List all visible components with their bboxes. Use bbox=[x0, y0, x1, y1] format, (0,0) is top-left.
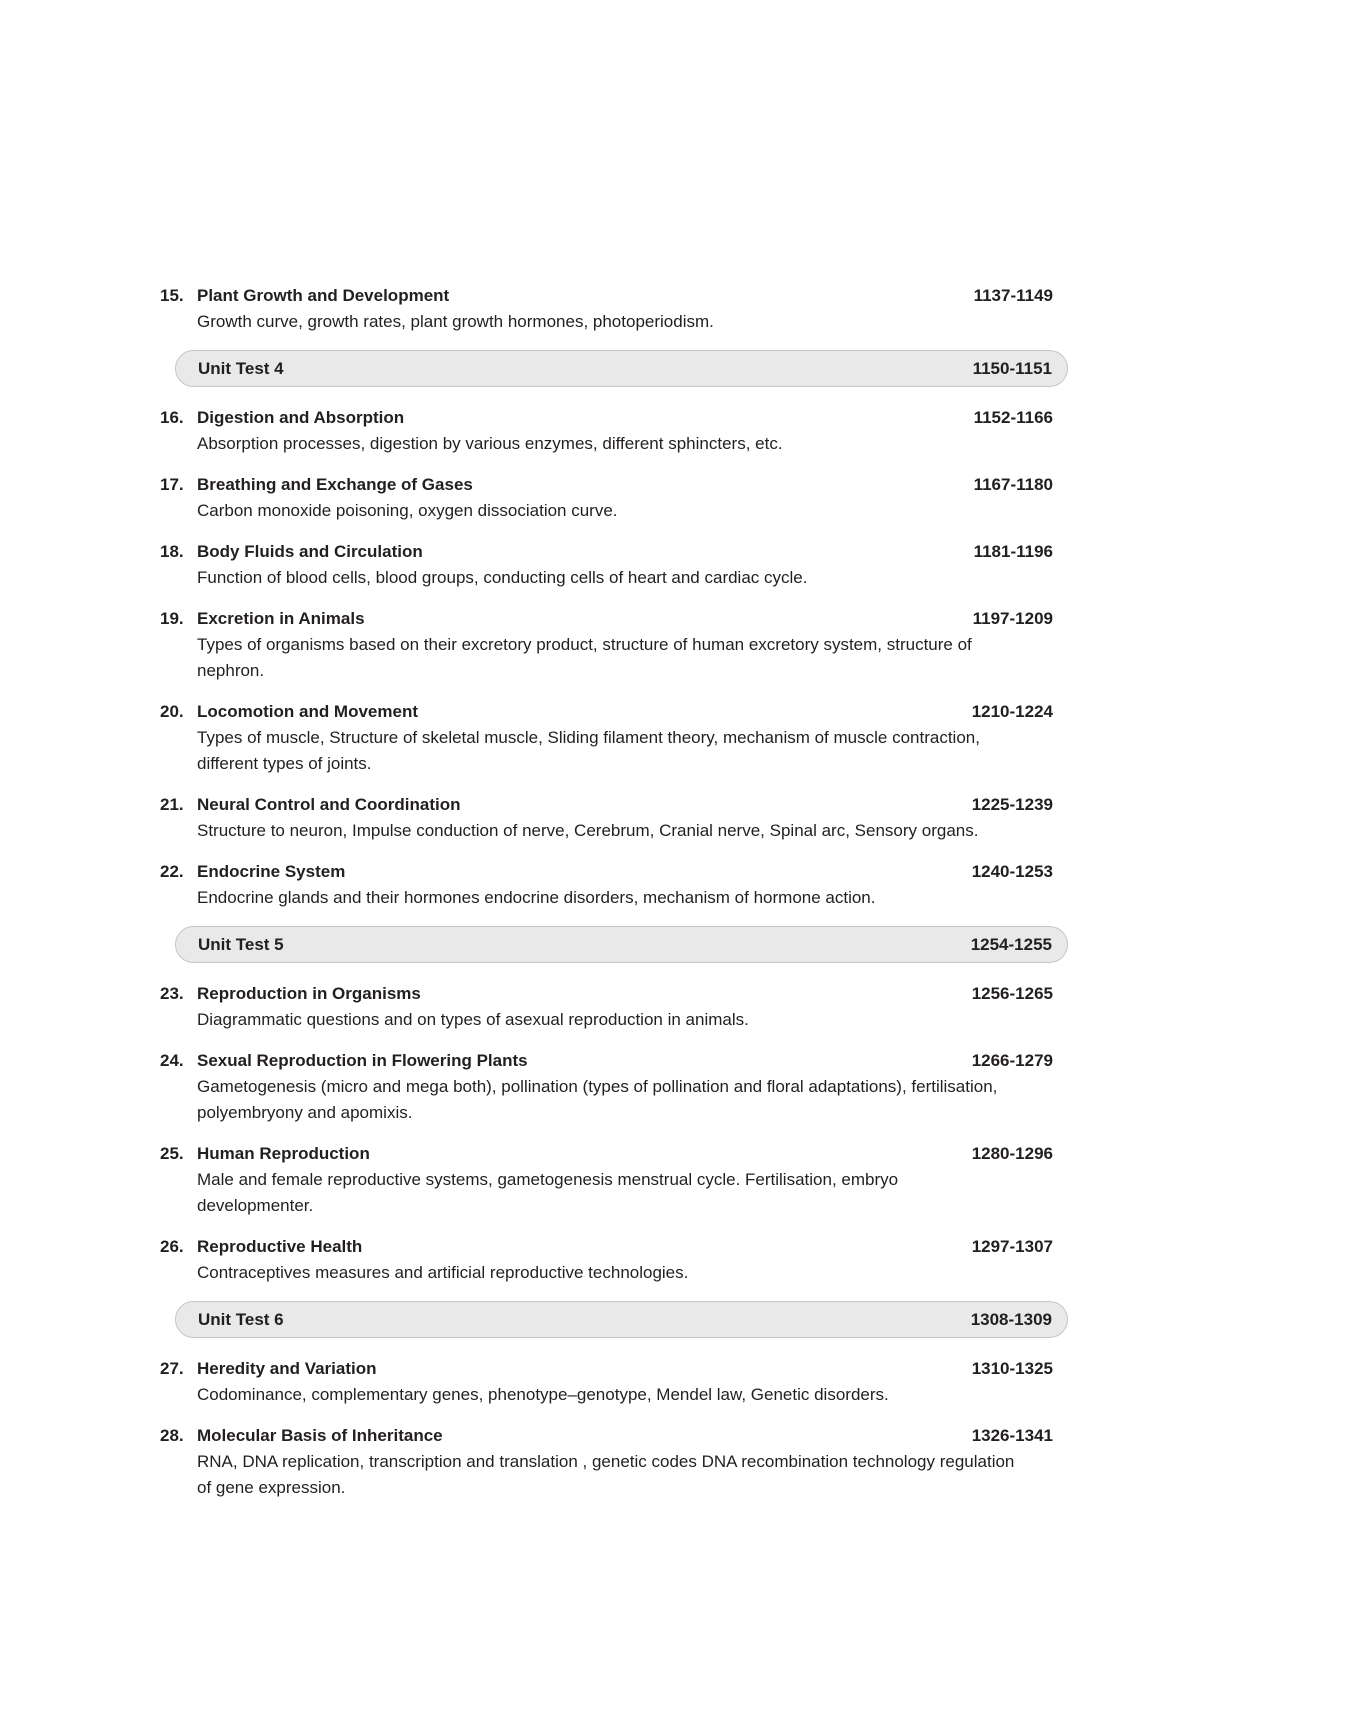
chapter-description: Carbon monoxide poisoning, oxygen dissociation curve. bbox=[197, 501, 618, 520]
toc-entry bbox=[160, 792, 1068, 844]
toc-entry bbox=[160, 859, 1068, 911]
toc-entry bbox=[160, 283, 1068, 335]
chapter-title-line bbox=[197, 472, 1053, 497]
chapter-title-line bbox=[197, 405, 1053, 430]
chapter-title-line bbox=[197, 699, 1053, 724]
chapter-title-line bbox=[197, 1234, 1053, 1259]
chapter-title: Neural Control and Coordination bbox=[197, 795, 461, 814]
chapter-number: 28. bbox=[160, 1426, 184, 1445]
chapter-content bbox=[197, 859, 1053, 911]
chapter-number: 20. bbox=[160, 702, 184, 721]
chapter-number: 25. bbox=[160, 1144, 184, 1163]
chapter-pages: 1256-1265 bbox=[971, 984, 1053, 1003]
toc-entry bbox=[160, 1234, 1068, 1286]
chapter-title: Digestion and Absorption bbox=[197, 408, 405, 427]
unit-test-row bbox=[175, 350, 1068, 387]
chapter-title: Molecular Basis of Inheritance bbox=[197, 1426, 443, 1445]
chapter-title-line bbox=[197, 792, 1053, 817]
chapter-title: Human Reproduction bbox=[197, 1144, 370, 1163]
toc-entry bbox=[160, 981, 1068, 1033]
chapter-title: Reproduction in Organisms bbox=[197, 984, 421, 1003]
toc-entry bbox=[160, 1356, 1068, 1408]
toc-entry bbox=[160, 472, 1068, 524]
toc-entry bbox=[160, 1048, 1068, 1126]
chapter-description: Diagrammatic questions and on types of asexual reproduction in animals. bbox=[197, 1010, 749, 1029]
chapter-content bbox=[197, 792, 1053, 844]
chapter-description: Types of organisms based on their excretory product, structure of human excretory system, structure of nephron. bbox=[197, 635, 972, 680]
chapter-pages: 1181-1196 bbox=[973, 542, 1053, 561]
toc-entry bbox=[160, 1423, 1068, 1501]
unit-test-pages: 1254-1255 bbox=[970, 934, 1052, 954]
chapter-title: Endocrine System bbox=[197, 862, 346, 881]
chapter-number: 16. bbox=[160, 408, 184, 427]
toc-entry bbox=[160, 1141, 1068, 1219]
chapter-title-line bbox=[197, 539, 1053, 564]
unit-test-label: Unit Test 5 bbox=[198, 934, 284, 954]
chapter-number: 26. bbox=[160, 1237, 184, 1256]
toc-entry bbox=[160, 539, 1068, 591]
chapter-title-line bbox=[197, 1356, 1053, 1381]
chapter-number: 21. bbox=[160, 795, 184, 814]
chapter-content bbox=[197, 539, 1053, 591]
toc-entry bbox=[160, 699, 1068, 777]
chapter-pages: 1197-1209 bbox=[972, 609, 1053, 628]
chapter-number: 18. bbox=[160, 542, 184, 561]
chapter-title-line bbox=[197, 1048, 1053, 1073]
chapter-pages: 1310-1325 bbox=[971, 1359, 1053, 1378]
chapter-content bbox=[197, 699, 1053, 777]
chapter-description: RNA, DNA replication, transcription and translation , genetic codes DNA recombination technology regulation of gene expression. bbox=[197, 1452, 1015, 1497]
chapter-title: Reproductive Health bbox=[197, 1237, 363, 1256]
chapter-title-line bbox=[197, 606, 1053, 631]
chapter-description: Gametogenesis (micro and mega both), pollination (types of pollination and floral adaptations), fertilisation, polyembryony and apomixis. bbox=[197, 1077, 998, 1122]
toc-entry bbox=[160, 606, 1068, 684]
chapter-description: Absorption processes, digestion by various enzymes, different sphincters, etc. bbox=[197, 434, 783, 453]
unit-test-pages: 1150-1151 bbox=[972, 358, 1052, 378]
chapter-number: 27. bbox=[160, 1359, 184, 1378]
chapter-title-line bbox=[197, 1423, 1053, 1448]
chapter-description: Male and female reproductive systems, gametogenesis menstrual cycle. Fertilisation, embryo developmenter. bbox=[197, 1170, 899, 1215]
chapter-description: Structure to neuron, Impulse conduction of nerve, Cerebrum, Cranial nerve, Spinal arc, Sensory organs. bbox=[197, 821, 979, 840]
chapter-title-line bbox=[197, 1141, 1053, 1166]
chapter-content bbox=[197, 606, 1053, 684]
chapter-pages: 1326-1341 bbox=[971, 1426, 1053, 1445]
chapter-description: Growth curve, growth rates, plant growth hormones, photoperiodism. bbox=[197, 312, 714, 331]
chapter-number: 22. bbox=[160, 862, 184, 881]
chapter-number: 17. bbox=[160, 475, 184, 494]
chapter-number: 19. bbox=[160, 609, 184, 628]
chapter-title: Body Fluids and Circulation bbox=[197, 542, 423, 561]
chapter-description: Function of blood cells, blood groups, conducting cells of heart and cardiac cycle. bbox=[197, 568, 808, 587]
chapter-pages: 1210-1224 bbox=[971, 702, 1053, 721]
chapter-number: 23. bbox=[160, 984, 184, 1003]
chapter-description: Codominance, complementary genes, phenotype–genotype, Mendel law, Genetic disorders. bbox=[197, 1385, 889, 1404]
unit-test-label: Unit Test 4 bbox=[198, 358, 284, 378]
chapter-content bbox=[197, 981, 1053, 1033]
chapter-title-line bbox=[197, 283, 1053, 308]
unit-test-label: Unit Test 6 bbox=[198, 1309, 284, 1329]
chapter-pages: 1152-1166 bbox=[973, 408, 1053, 427]
table-of-contents bbox=[160, 283, 1068, 1516]
chapter-pages: 1137-1149 bbox=[973, 286, 1053, 305]
chapter-number: 15. bbox=[160, 286, 184, 305]
chapter-title: Excretion in Animals bbox=[197, 609, 365, 628]
chapter-description: Contraceptives measures and artificial reproductive technologies. bbox=[197, 1263, 689, 1282]
chapter-pages: 1240-1253 bbox=[971, 862, 1053, 881]
chapter-pages: 1266-1279 bbox=[971, 1051, 1053, 1070]
chapter-content bbox=[197, 283, 1053, 335]
chapter-content bbox=[197, 472, 1053, 524]
chapter-pages: 1167-1180 bbox=[973, 475, 1053, 494]
chapter-description: Types of muscle, Structure of skeletal muscle, Sliding filament theory, mechanism of muscle contraction, different types of joints. bbox=[197, 728, 980, 773]
chapter-number: 24. bbox=[160, 1051, 184, 1070]
chapter-title: Sexual Reproduction in Flowering Plants bbox=[197, 1051, 528, 1070]
chapter-title-line bbox=[197, 981, 1053, 1006]
unit-test-pages: 1308-1309 bbox=[970, 1309, 1052, 1329]
toc-entry bbox=[160, 405, 1068, 457]
unit-test-row bbox=[175, 926, 1068, 963]
chapter-content bbox=[197, 1423, 1053, 1501]
chapter-content bbox=[197, 405, 1053, 457]
chapter-title: Locomotion and Movement bbox=[197, 702, 418, 721]
unit-test-row bbox=[175, 1301, 1068, 1338]
chapter-pages: 1280-1296 bbox=[971, 1144, 1053, 1163]
chapter-pages: 1225-1239 bbox=[971, 795, 1053, 814]
chapter-title: Breathing and Exchange of Gases bbox=[197, 475, 473, 494]
chapter-content bbox=[197, 1234, 1053, 1286]
chapter-content bbox=[197, 1141, 1053, 1219]
chapter-description: Endocrine glands and their hormones endocrine disorders, mechanism of hormone action. bbox=[197, 888, 876, 907]
chapter-title-line bbox=[197, 859, 1053, 884]
chapter-content bbox=[197, 1048, 1053, 1126]
chapter-title: Plant Growth and Development bbox=[197, 286, 450, 305]
chapter-title: Heredity and Variation bbox=[197, 1359, 377, 1378]
chapter-content bbox=[197, 1356, 1053, 1408]
chapter-pages: 1297-1307 bbox=[971, 1237, 1053, 1256]
